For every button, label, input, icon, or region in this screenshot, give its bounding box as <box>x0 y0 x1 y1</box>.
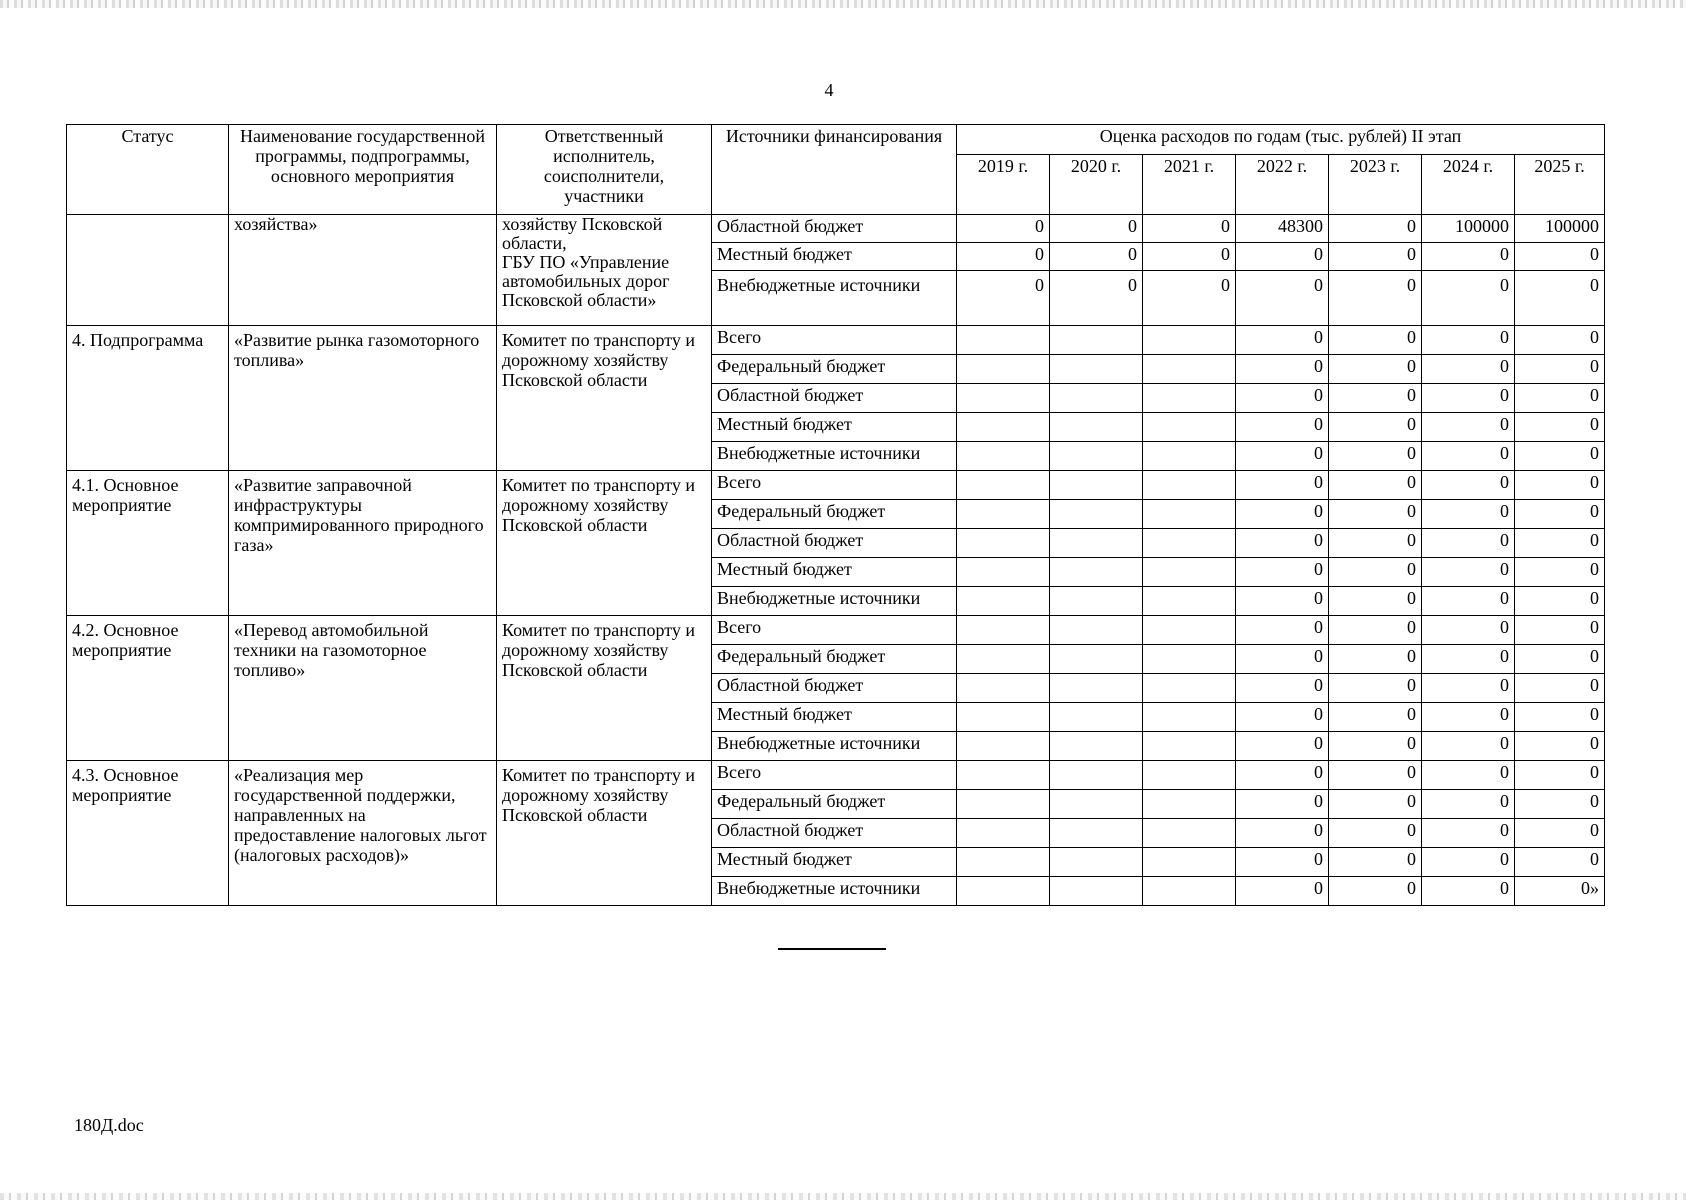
value-cell: 0 <box>1422 703 1515 732</box>
name-cell: «Развитие заправочной инфраструктуры компримированного природного газа» <box>229 471 497 616</box>
value-cell <box>1050 790 1143 819</box>
value-cell: 0 <box>1236 558 1329 587</box>
source-cell: Федеральный бюджет <box>712 645 957 674</box>
value-cell <box>957 761 1050 790</box>
value-cell <box>1050 761 1143 790</box>
value-cell: 0 <box>1236 616 1329 645</box>
source-cell: Областной бюджет <box>712 384 957 413</box>
responsible-text: ГБУ ПО «Управление автомобильных дорог Псковской области» <box>502 252 670 310</box>
value-cell: 0 <box>1422 471 1515 500</box>
value-cell <box>1050 703 1143 732</box>
value-cell: 0 <box>1050 215 1143 243</box>
source-cell: Всего <box>712 471 957 500</box>
value-cell <box>1143 877 1236 906</box>
value-cell: 0 <box>1515 558 1605 587</box>
value-cell: 0 <box>1329 215 1422 243</box>
value-cell: 0 <box>1422 790 1515 819</box>
value-cell: 48300 <box>1236 215 1329 243</box>
value-cell: 0 <box>1236 877 1329 906</box>
value-cell: 0 <box>1515 529 1605 558</box>
scan-edge-bottom <box>0 1193 1686 1200</box>
value-cell: 0 <box>1515 326 1605 355</box>
header-year: 2019 г. <box>957 155 1050 215</box>
value-cell: 0 <box>1329 587 1422 616</box>
value-cell <box>957 790 1050 819</box>
value-cell: 0 <box>1515 819 1605 848</box>
source-cell: Федеральный бюджет <box>712 355 957 384</box>
table-row <box>67 761 1605 790</box>
value-cell: 0 <box>1236 674 1329 703</box>
value-cell <box>957 616 1050 645</box>
value-cell: 0 <box>1422 819 1515 848</box>
header-status: Статус <box>67 125 229 215</box>
value-cell: 0 <box>957 215 1050 243</box>
value-cell: 0 <box>1236 243 1329 271</box>
value-cell: 0 <box>1236 848 1329 877</box>
value-cell <box>957 271 1050 326</box>
value-cell: 0 <box>1329 355 1422 384</box>
status-cell: 4. Подпрограмма <box>67 326 229 471</box>
value-cell <box>1329 271 1422 326</box>
header-year: 2022 г. <box>1236 155 1329 215</box>
value-cell: 0 <box>1236 761 1329 790</box>
value-cell <box>957 703 1050 732</box>
name-cell: «Реализация мер государственной поддержки, направленных на предоставление налоговых льгот (налоговых расходов)» <box>229 761 497 906</box>
source-text: Внебюджетные источники <box>717 275 921 295</box>
value-cell <box>1143 355 1236 384</box>
value-cell <box>1050 616 1143 645</box>
header-year: 2024 г. <box>1422 155 1515 215</box>
value-cell: 0 <box>1422 442 1515 471</box>
source-cell: Местный бюджет <box>712 413 957 442</box>
status-cell <box>67 215 229 326</box>
name-cell: хозяйства» <box>229 215 497 326</box>
table-row <box>67 616 1605 645</box>
page-number: 4 <box>824 80 834 100</box>
value-cell: 0 <box>1422 674 1515 703</box>
value-cell: 100000 <box>1422 215 1515 243</box>
value-cell: 0 <box>1329 877 1422 906</box>
responsible-cell: Комитет по транспорту и дорожному хозяйству Псковской области <box>497 616 712 761</box>
value-cell <box>1050 819 1143 848</box>
value-cell <box>1050 442 1143 471</box>
value-cell: 0 <box>1515 848 1605 877</box>
value-cell <box>957 732 1050 761</box>
source-cell: Местный бюджет <box>712 848 957 877</box>
name-cell: «Развитие рынка газомоторного топлива» <box>229 326 497 471</box>
value-cell: 0 <box>1329 732 1422 761</box>
status-cell: 4.1. Основное мероприятие <box>67 471 229 616</box>
value-cell <box>957 384 1050 413</box>
header-name: Наименование государственной программы, подпрограммы, основного мероприятия <box>229 125 497 215</box>
value-cell <box>957 819 1050 848</box>
value-cell: 0 <box>1515 761 1605 790</box>
value-cell <box>1236 271 1329 326</box>
value-cell <box>1143 271 1236 326</box>
value-cell: 0 <box>1515 645 1605 674</box>
value-cell: 0 <box>1329 616 1422 645</box>
source-cell: Областной бюджет <box>712 819 957 848</box>
value-cell <box>1143 471 1236 500</box>
value-cell <box>1050 529 1143 558</box>
table-row <box>67 471 1605 500</box>
header-year: 2021 г. <box>1143 155 1236 215</box>
header-estimate: Оценка расходов по годам (тыс. рублей) II этап <box>957 125 1605 155</box>
value-cell <box>1050 326 1143 355</box>
value-cell: 0 <box>1515 732 1605 761</box>
value-cell <box>957 587 1050 616</box>
value-cell <box>957 529 1050 558</box>
value-cell: 0 <box>1422 355 1515 384</box>
source-cell: Областной бюджет <box>712 529 957 558</box>
header-responsible: Ответственный исполнитель, соисполнители, участники <box>497 125 712 215</box>
source-cell: Местный бюджет <box>712 703 957 732</box>
value-cell: 0 <box>1329 413 1422 442</box>
status-cell: 4.2. Основное мероприятие <box>67 616 229 761</box>
value-cell <box>957 355 1050 384</box>
table-row <box>67 326 1605 355</box>
value-cell: 0 <box>1236 732 1329 761</box>
value-cell <box>957 848 1050 877</box>
value-cell <box>957 877 1050 906</box>
table-header <box>67 125 1605 215</box>
value-cell: 0 <box>1422 413 1515 442</box>
value-cell <box>1050 848 1143 877</box>
source-cell: Внебюджетные источники <box>712 877 957 906</box>
name-cell: «Перевод автомобильной техники на газомоторное топливо» <box>229 616 497 761</box>
value-cell <box>957 471 1050 500</box>
value-cell <box>957 674 1050 703</box>
value-cell <box>1143 732 1236 761</box>
value-cell: 0 <box>1515 384 1605 413</box>
value-cell: 0 <box>1422 732 1515 761</box>
value-cell: 0 <box>1422 500 1515 529</box>
source-cell: Местный бюджет <box>712 243 957 271</box>
value-cell: 0 <box>1329 326 1422 355</box>
value-cell: 0 <box>1329 529 1422 558</box>
value-cell: 0 <box>1329 500 1422 529</box>
value-cell: 0 <box>957 243 1050 271</box>
source-cell: Всего <box>712 326 957 355</box>
value-cell <box>1143 674 1236 703</box>
value-cell <box>1050 271 1143 326</box>
status-cell: 4.3. Основное мероприятие <box>67 761 229 906</box>
value-cell <box>1143 616 1236 645</box>
value-cell <box>1050 587 1143 616</box>
expenses-table <box>66 124 1605 906</box>
source-cell: Внебюджетные источники <box>712 732 957 761</box>
value-cell <box>1050 355 1143 384</box>
source-cell: Внебюджетные источники <box>712 587 957 616</box>
value-cell <box>1050 877 1143 906</box>
value-cell: 0 <box>1422 384 1515 413</box>
source-cell: Местный бюджет <box>712 558 957 587</box>
value-cell: 0 <box>1236 326 1329 355</box>
value-cell <box>957 558 1050 587</box>
value-cell <box>1143 587 1236 616</box>
value-cell: 0 <box>1422 558 1515 587</box>
header-year: 2025 г. <box>1515 155 1605 215</box>
source-cell: Федеральный бюджет <box>712 790 957 819</box>
responsible-cell: Комитет по транспорту и дорожному хозяйству Псковской области <box>497 471 712 616</box>
header-sources: Источники финансирования <box>712 125 957 215</box>
source-cell: Федеральный бюджет <box>712 500 957 529</box>
value-cell: 0 <box>1329 384 1422 413</box>
value-cell <box>957 326 1050 355</box>
value-cell <box>1515 271 1605 326</box>
value-cell <box>957 413 1050 442</box>
source-cell: Областной бюджет <box>712 215 957 243</box>
value-cell: 0 <box>1236 384 1329 413</box>
header-year: 2023 г. <box>1329 155 1422 215</box>
value-cell: 0 <box>1422 326 1515 355</box>
value-cell <box>957 500 1050 529</box>
value-cell: 0 <box>1422 645 1515 674</box>
value-text: 0 <box>1590 275 1600 295</box>
header-year: 2020 г. <box>1050 155 1143 215</box>
value-cell: 0» <box>1515 877 1605 906</box>
value-cell: 0 <box>1236 587 1329 616</box>
value-cell: 0 <box>1515 471 1605 500</box>
source-cell <box>712 271 957 326</box>
value-cell: 0 <box>1329 848 1422 877</box>
value-cell: 0 <box>1515 500 1605 529</box>
value-cell: 0 <box>1329 703 1422 732</box>
value-cell: 0 <box>1236 645 1329 674</box>
value-cell: 0 <box>1422 877 1515 906</box>
value-cell: 0 <box>1329 645 1422 674</box>
value-cell: 0 <box>1236 529 1329 558</box>
value-text: 0 <box>1035 275 1044 295</box>
value-cell: 0 <box>1515 413 1605 442</box>
source-cell: Внебюджетные источники <box>712 442 957 471</box>
value-cell <box>1050 558 1143 587</box>
value-cell <box>1050 413 1143 442</box>
value-cell: 0 <box>1236 355 1329 384</box>
footer-filename: 180Д.doc <box>74 1115 144 1135</box>
value-cell <box>1143 848 1236 877</box>
table-body <box>67 215 1605 906</box>
value-text: 0 <box>1407 275 1416 295</box>
value-cell <box>1143 326 1236 355</box>
end-rule <box>778 948 886 950</box>
value-cell: 100000 <box>1515 215 1605 243</box>
responsible-cell: Комитет по транспорту и дорожному хозяйству Псковской области <box>497 761 712 906</box>
value-cell <box>1143 529 1236 558</box>
value-cell: 0 <box>1422 243 1515 271</box>
responsible-cell: Комитет по транспорту и дорожному хозяйству Псковской области <box>497 326 712 471</box>
value-text: 0 <box>1221 275 1230 295</box>
value-cell <box>1050 645 1143 674</box>
source-cell: Всего <box>712 616 957 645</box>
responsible-cell <box>497 215 712 326</box>
value-cell <box>1143 703 1236 732</box>
table-row <box>67 215 1605 243</box>
value-cell: 0 <box>1236 819 1329 848</box>
value-cell: 0 <box>1236 413 1329 442</box>
value-cell <box>1050 500 1143 529</box>
value-cell <box>1050 384 1143 413</box>
value-cell: 0 <box>1329 761 1422 790</box>
value-cell <box>1050 732 1143 761</box>
value-cell: 0 <box>1422 587 1515 616</box>
value-cell <box>1422 271 1515 326</box>
responsible-text: хозяйству Псковской области, <box>502 214 663 253</box>
value-cell <box>957 645 1050 674</box>
value-cell: 0 <box>1329 674 1422 703</box>
value-cell <box>1143 413 1236 442</box>
value-cell <box>1050 674 1143 703</box>
value-cell: 0 <box>1515 587 1605 616</box>
value-cell: 0 <box>1329 558 1422 587</box>
value-cell: 0 <box>1329 471 1422 500</box>
value-cell: 0 <box>1143 243 1236 271</box>
value-cell: 0 <box>1236 500 1329 529</box>
value-cell <box>1050 471 1143 500</box>
value-cell: 0 <box>1515 355 1605 384</box>
value-cell: 0 <box>1236 471 1329 500</box>
source-cell: Областной бюджет <box>712 674 957 703</box>
value-cell: 0 <box>1329 442 1422 471</box>
value-cell: 0 <box>1236 703 1329 732</box>
value-cell <box>1143 790 1236 819</box>
value-text: 0 <box>1128 275 1137 295</box>
source-cell: Всего <box>712 761 957 790</box>
value-cell: 0 <box>1515 243 1605 271</box>
value-cell: 0 <box>1329 243 1422 271</box>
value-cell: 0 <box>1329 819 1422 848</box>
value-text: 0 <box>1500 275 1509 295</box>
value-cell <box>1143 442 1236 471</box>
value-cell <box>1143 645 1236 674</box>
value-cell: 0 <box>1422 761 1515 790</box>
value-cell: 0 <box>1515 442 1605 471</box>
value-cell: 0 <box>1515 674 1605 703</box>
value-text: 0 <box>1314 275 1323 295</box>
value-cell <box>1143 500 1236 529</box>
value-cell: 0 <box>1422 848 1515 877</box>
value-cell: 0 <box>1236 790 1329 819</box>
value-cell <box>1143 558 1236 587</box>
value-cell: 0 <box>1422 616 1515 645</box>
value-cell <box>1143 819 1236 848</box>
value-cell <box>957 442 1050 471</box>
value-cell: 0 <box>1329 790 1422 819</box>
value-cell: 0 <box>1515 790 1605 819</box>
value-cell: 0 <box>1236 442 1329 471</box>
value-cell: 0 <box>1422 529 1515 558</box>
value-cell <box>1143 384 1236 413</box>
value-cell: 0 <box>1515 616 1605 645</box>
value-cell: 0 <box>1050 243 1143 271</box>
value-cell: 0 <box>1143 215 1236 243</box>
value-cell <box>1143 761 1236 790</box>
scan-edge-top <box>0 0 1686 8</box>
value-cell: 0 <box>1515 703 1605 732</box>
